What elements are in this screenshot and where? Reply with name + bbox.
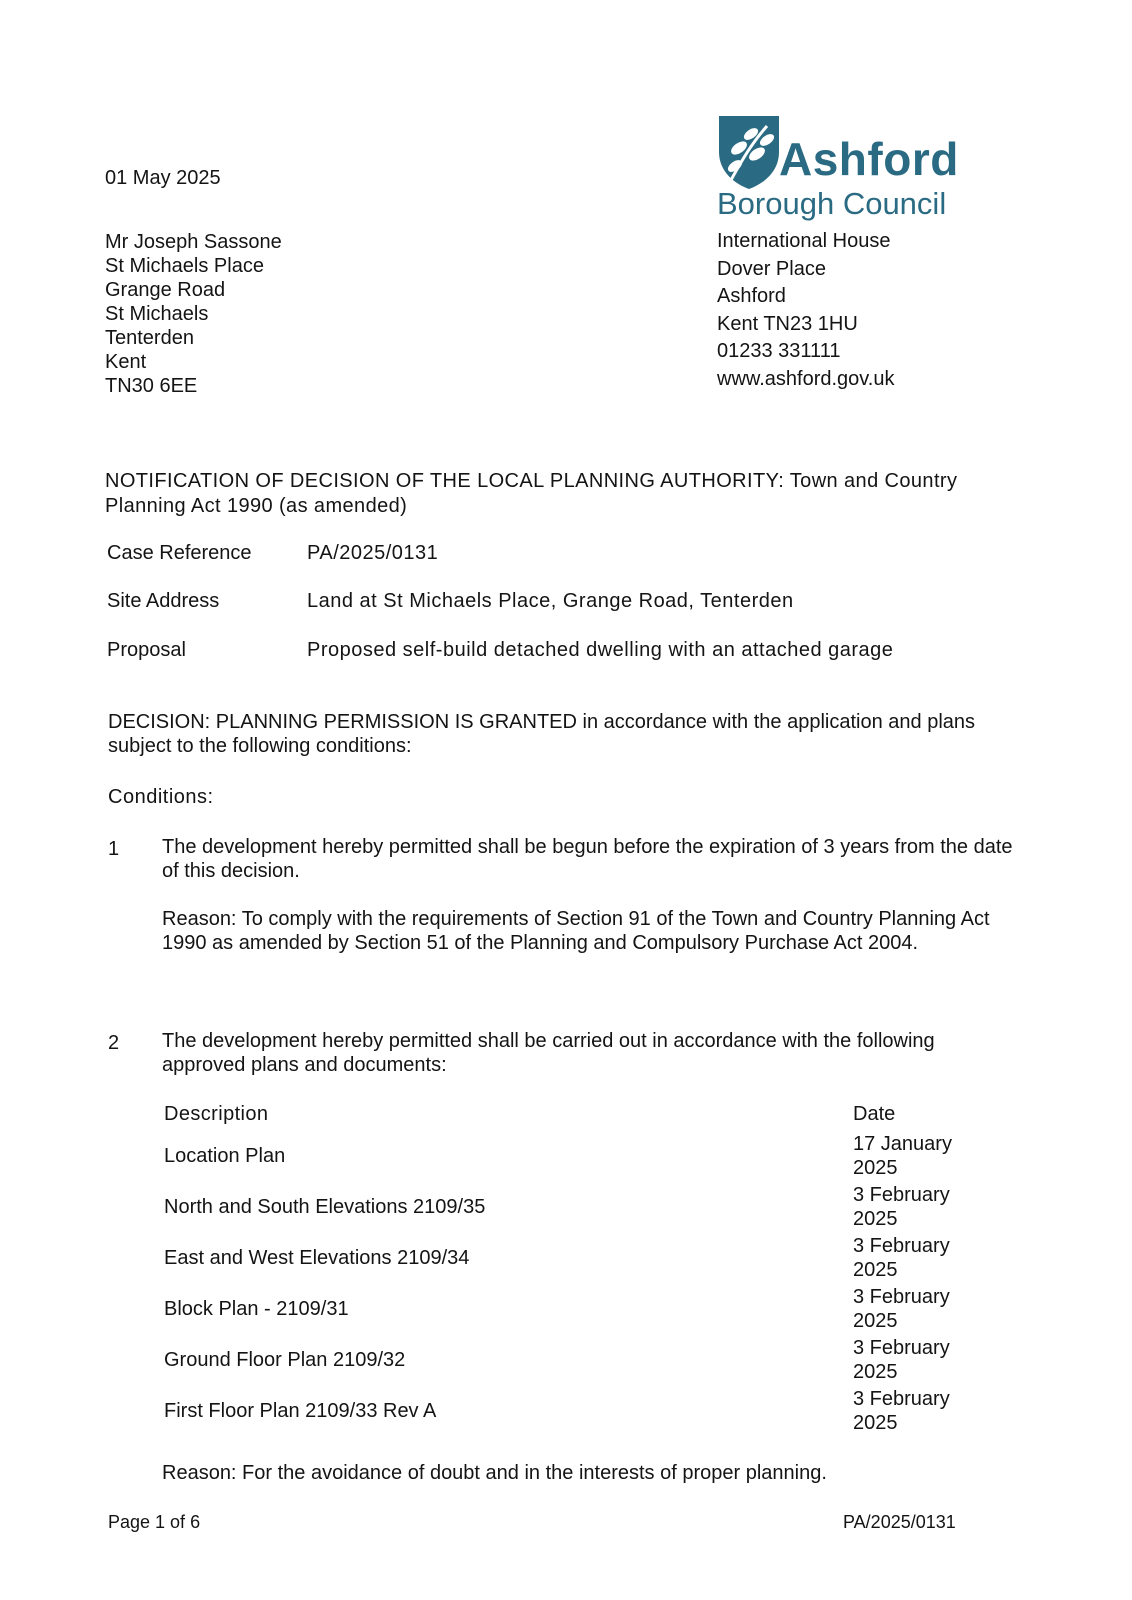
council-address-line: 01233 331111: [717, 340, 841, 362]
table-cell-description: North and South Elevations 2109/35: [164, 1196, 486, 1218]
condition-text: The development hereby permitted shall be begun before the expiration of 3 years from the date of this decision.: [162, 836, 1013, 882]
table-cell-date: 17 January 2025: [853, 1133, 952, 1179]
case-reference-label: Case Reference: [107, 542, 252, 564]
recipient-line: St Michaels: [105, 303, 209, 325]
decision-statement: DECISION: PLANNING PERMISSION IS GRANTED in accordance with the application and plans subject to the following conditions:: [108, 711, 976, 757]
council-address-line: Kent TN23 1HU: [717, 312, 858, 335]
condition-reason: Reason: To comply with the requirements of Section 91 of the Town and Country Planning Act 1990 as amended by Section 51 of the Planning and Compulsory Purchase Act 2004.: [162, 908, 990, 954]
site-address-label: Site Address: [107, 590, 220, 612]
table-cell-date: 3 February 2025: [853, 1184, 950, 1230]
shield-leaf-icon: [717, 114, 781, 190]
logo-wordmark-borough-council: Borough Council: [717, 186, 947, 221]
recipient-line: Grange Road: [105, 279, 226, 301]
case-reference-value: PA/2025/0131: [307, 542, 439, 564]
recipient-line: Mr Joseph Sassone: [105, 231, 282, 253]
council-address-line: Ashford: [717, 285, 786, 307]
letter-date: 01 May 2025: [105, 167, 221, 189]
recipient-line: St Michaels Place: [105, 255, 264, 277]
recipient-line: TN30 6EE: [105, 375, 198, 397]
table-cell-date: 3 February 2025: [853, 1286, 950, 1332]
notification-heading: NOTIFICATION OF DECISION OF THE LOCAL PLANNING AUTHORITY: Town and Country Planning Act 1990 (as amended): [105, 470, 958, 517]
table-cell-description: East and West Elevations 2109/34: [164, 1247, 470, 1269]
table-header-description: Description: [164, 1103, 269, 1125]
table-cell-description: Ground Floor Plan 2109/32: [164, 1349, 406, 1371]
council-website: www.ashford.gov.uk: [717, 367, 895, 390]
table-cell-date: 3 February 2025: [853, 1337, 950, 1383]
proposal-value: Proposed self-build detached dwelling with an attached garage: [307, 639, 894, 661]
table-header-date: Date: [853, 1103, 896, 1125]
condition-text: The development hereby permitted shall be carried out in accordance with the following approved plans and documents:: [162, 1030, 935, 1076]
recipient-line: Kent: [105, 351, 147, 373]
table-cell-description: Location Plan: [164, 1145, 286, 1167]
conditions-heading: Conditions:: [108, 786, 214, 808]
logo-wordmark-ashford: Ashford: [779, 133, 959, 185]
council-address-line: International House: [717, 230, 891, 252]
council-address-line: Dover Place: [717, 257, 826, 280]
recipient-address: [105, 230, 282, 398]
council-address: [717, 228, 895, 393]
recipient-line: Tenterden: [105, 327, 194, 349]
council-logo: [717, 114, 967, 226]
proposal-label: Proposal: [107, 639, 186, 661]
condition-number: 2: [108, 1032, 120, 1054]
condition-number: 1: [108, 838, 120, 860]
table-cell-date: 3 February 2025: [853, 1388, 950, 1434]
table-cell-description: First Floor Plan 2109/33 Rev A: [164, 1400, 437, 1422]
footer-reference: PA/2025/0131: [843, 1512, 956, 1532]
page-number: Page 1 of 6: [108, 1512, 201, 1532]
table-cell-description: Block Plan - 2109/31: [164, 1298, 349, 1320]
condition-reason: Reason: For the avoidance of doubt and in the interests of proper planning.: [162, 1462, 827, 1484]
table-cell-date: 3 February 2025: [853, 1235, 950, 1281]
site-address-value: Land at St Michaels Place, Grange Road, Tenterden: [307, 590, 794, 612]
